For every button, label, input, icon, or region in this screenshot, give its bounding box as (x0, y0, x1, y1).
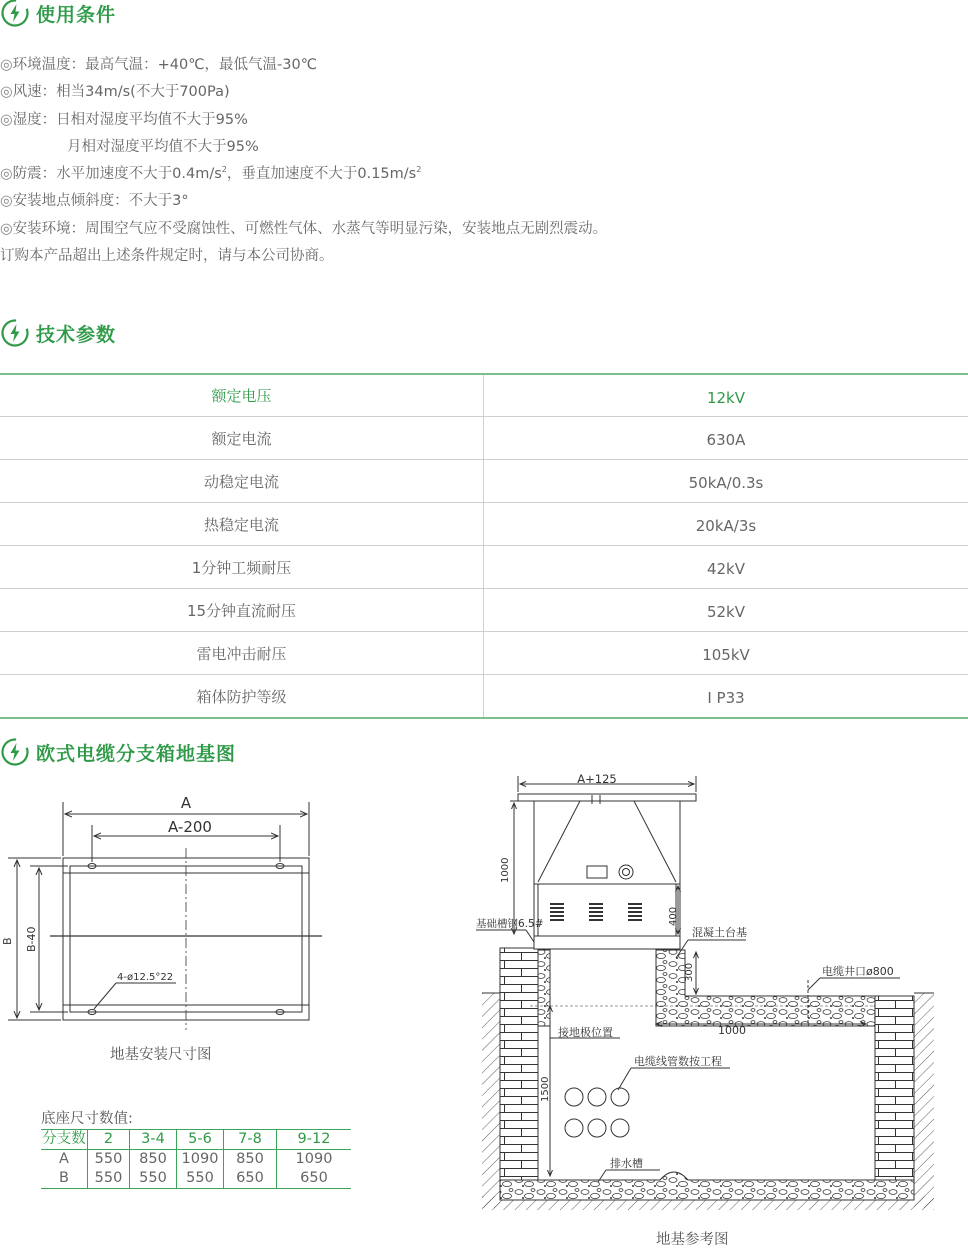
section-title: 使用条件 (36, 0, 116, 27)
dim-b40-label: B-40 (25, 926, 38, 952)
section-title: 欧式电缆分支箱地基图 (36, 739, 236, 766)
param-name: 额定电流 (0, 417, 484, 460)
section-title: 技术参数 (36, 320, 116, 347)
drain-label: 排水槽 (610, 1156, 643, 1170)
param-value: 42kV (484, 546, 968, 589)
condition-earthquake: ◎防震：水平加速度不大于$0.4m/s^2$，垂直加速度不大于$0.15m/s^2$ (0, 161, 607, 188)
param-value: 20kA/3s (484, 503, 968, 546)
param-name: 1分钟工频耐压 (0, 546, 484, 589)
concrete-base-label: 混凝土台基 (692, 925, 747, 939)
section-header-foundation (0, 737, 236, 767)
section-header-conditions (0, 0, 116, 28)
condition-wind: ◎风速：相当34m/s(不大于700Pa) (0, 79, 607, 106)
lightning-icon (0, 0, 30, 28)
conditions-list (0, 52, 607, 270)
table-row: B 550 550 550 650 650 (41, 1169, 351, 1189)
base-table-title: 底座尺寸数值: (41, 1107, 133, 1128)
holes-label: 4-ø12.5°22 (117, 972, 173, 983)
param-value: 12kV (484, 374, 968, 417)
condition-note: 订购本产品超出上述条件规定时，请与本公司协商。 (0, 243, 607, 270)
base-dimension-table (41, 1129, 351, 1189)
table-row: A 550 850 1090 850 1090 (41, 1150, 351, 1170)
dim-h400-label: 400 (668, 907, 679, 926)
cable-well-label: 电缆井口ø800 (822, 964, 894, 978)
dim-h300-label: 300 (684, 963, 695, 982)
condition-install-env: ◎安装环境：周围空气应不受腐蚀性、可燃性气体、水蒸气等明显污染，安装地点无剧烈震动。 (0, 216, 607, 243)
param-name: 箱体防护等级 (0, 675, 484, 719)
condition-humidity-monthly: 月相对湿度平均值不大于95% (0, 134, 607, 161)
reference-drawing-caption: 地基参考图 (656, 1228, 729, 1249)
condition-tilt: ◎安装地点倾斜度：不大于3° (0, 188, 607, 215)
ground-electrode-label: 接地极位置 (558, 1025, 613, 1039)
table-row: 分支数 2 3-4 5-6 7-8 9-12 (41, 1130, 351, 1150)
param-value: 105kV (484, 632, 968, 675)
dim-a125-label: A+125 (577, 772, 616, 786)
param-name: 热稳定电流 (0, 503, 484, 546)
param-name: 15分钟直流耐压 (0, 589, 484, 632)
table-row (0, 589, 968, 632)
table-row (0, 503, 968, 546)
param-value: 50kA/0.3s (484, 460, 968, 503)
table-row (0, 417, 968, 460)
dim-a-label: A (181, 794, 192, 812)
param-name: 动稳定电流 (0, 460, 484, 503)
table-row (0, 632, 968, 675)
lightning-icon (0, 737, 30, 767)
table-row (0, 675, 968, 719)
lightning-icon (0, 318, 30, 348)
section-header-tech (0, 318, 116, 348)
param-name: 雷电冲击耐压 (0, 632, 484, 675)
table-row (0, 460, 968, 503)
param-name: 额定电压 (0, 374, 484, 417)
dim-b-label: B (1, 937, 14, 945)
condition-temperature: ◎环境温度：最高气温：+40℃，最低气温-30℃ (0, 52, 607, 79)
dim-h1000-label: 1000 (500, 858, 511, 883)
table-row (0, 374, 968, 417)
dim-a200-label: A-200 (168, 818, 212, 836)
foundation-reference-drawing (470, 768, 960, 1228)
dim-w1000-label: 1000 (718, 1024, 746, 1037)
tech-params-table (0, 373, 968, 719)
condition-humidity: ◎湿度：日相对湿度平均值不大于95% (0, 107, 607, 134)
param-value: I P33 (484, 675, 968, 719)
param-value: 630A (484, 417, 968, 460)
channel-steel-label: 基础槽钢6.5# (476, 917, 544, 930)
install-dimension-drawing (0, 790, 340, 1040)
table-row (0, 546, 968, 589)
param-value: 52kV (484, 589, 968, 632)
install-drawing-caption: 地基安装尺寸图 (110, 1043, 212, 1064)
cable-pipes-label: 电缆线管数按工程 (634, 1054, 722, 1068)
dim-h1500-label: 1500 (540, 1077, 551, 1102)
